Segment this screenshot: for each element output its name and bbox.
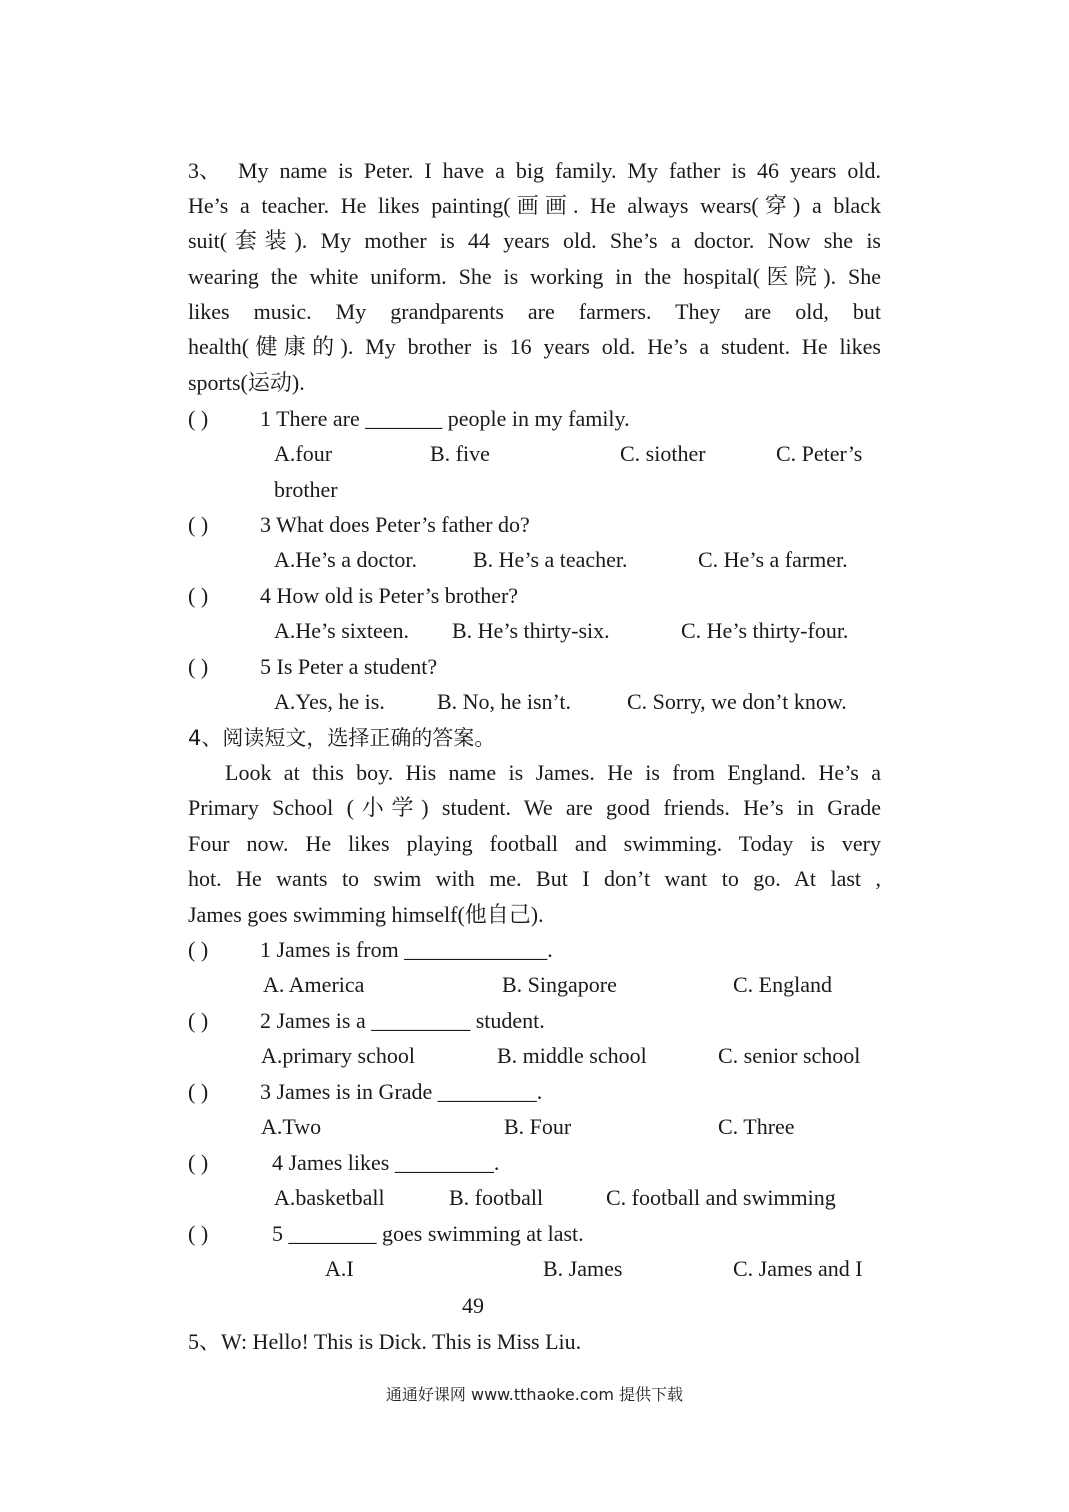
option-c[interactable]: C. He’s a farmer. (698, 547, 848, 572)
passage-line: He’s a teacher. He likes painting(画画. He always wears(穿) a black (188, 193, 881, 218)
question-text: 3 What does Peter’s father do? (260, 512, 530, 537)
passage-line: likes music. My grandparents are farmers. They are old, but (188, 299, 881, 324)
option-a[interactable]: A.I (325, 1256, 354, 1281)
passage-line: James goes swimming himself(他自己). (188, 902, 544, 927)
passage-line: hot. He wants to swim with me. But I don’t want to go. At last , (188, 866, 881, 891)
option-a[interactable]: A.basketball (274, 1185, 385, 1210)
option-b[interactable]: B. Four (504, 1114, 572, 1139)
question-text: 1 James is from _____________. (260, 937, 553, 962)
option-c[interactable]: C. Sorry, we don’t know. (627, 689, 847, 714)
option-b[interactable]: B. James (543, 1256, 623, 1281)
answer-blank[interactable]: ( ) (188, 1008, 209, 1033)
option-d[interactable]: C. Peter’s (776, 441, 863, 466)
question-text: 1 There are _______ people in my family. (260, 406, 630, 431)
page-number: 49 (462, 1293, 484, 1318)
passage-line: My name is Peter. I have a big family. My father is 46 years old. (238, 158, 881, 183)
option-a[interactable]: A.He’s sixteen. (274, 618, 410, 643)
option-b[interactable]: B. middle school (497, 1043, 647, 1068)
option-a[interactable]: A.Yes, he is. (274, 689, 385, 714)
question-text: 2 James is a _________ student. (260, 1008, 545, 1033)
question-text: 5 Is Peter a student? (260, 654, 438, 679)
question-text: 3 James is in Grade _________. (260, 1079, 543, 1104)
option-c[interactable]: C. siother (620, 441, 706, 466)
option-c[interactable]: C. senior school (718, 1043, 861, 1068)
option-b[interactable]: B. Singapore (502, 972, 617, 997)
option-a[interactable]: A.Two (261, 1114, 322, 1139)
answer-blank[interactable]: ( ) (188, 654, 209, 679)
option-b[interactable]: B. five (430, 441, 490, 466)
option-b[interactable]: B. He’s a teacher. (473, 547, 628, 572)
answer-blank[interactable]: ( ) (188, 1079, 209, 1104)
question-text: 4 James likes _________. (272, 1150, 500, 1175)
answer-blank[interactable]: ( ) (188, 512, 209, 537)
option-a[interactable]: A.primary school (261, 1043, 415, 1068)
option-a[interactable]: A.four (274, 441, 333, 466)
passage-line: sports(运动). (188, 370, 305, 395)
passage-line: health(健康的). My brother is 16 years old. He’s a student. He likes (188, 334, 881, 359)
section-4-heading: 4、阅读短文，选择正确的答案。 (188, 726, 496, 750)
question-text: 4 How old is Peter’s brother? (260, 583, 519, 608)
option-c[interactable]: C. Three (718, 1114, 795, 1139)
option-c[interactable]: C. England (733, 972, 832, 997)
section-3-number: 3、 (188, 158, 222, 183)
question-text: 5 ________ goes swimming at last. (272, 1221, 584, 1246)
section-5-line: 5、W: Hello! This is Dick. This is Miss Liu. (188, 1329, 582, 1354)
option-b[interactable]: B. He’s thirty-six. (452, 618, 610, 643)
option-c[interactable]: C. He’s thirty-four. (681, 618, 849, 643)
answer-blank[interactable]: ( ) (188, 937, 209, 962)
passage-line: suit(套装). My mother is 44 years old. She’s a doctor. Now she is (188, 228, 881, 253)
answer-blank[interactable]: ( ) (188, 1150, 209, 1175)
passage-line: Primary School (小学) student. We are good friends. He’s in Grade (188, 795, 881, 820)
option-b[interactable]: B. football (449, 1185, 544, 1210)
answer-blank[interactable]: ( ) (188, 583, 209, 608)
answer-blank[interactable]: ( ) (188, 406, 209, 431)
option-a[interactable]: A.He’s a doctor. (274, 547, 417, 572)
option-a[interactable]: A. America (263, 972, 365, 997)
footer-credit: 通通好课网 www.tthaoke.com 提供下载 (385, 1385, 684, 1404)
passage-line: wearing the white uniform. She is working in the hospital(医院). She (188, 264, 881, 289)
option-c[interactable]: C. James and I (733, 1256, 863, 1281)
passage-line: Four now. He likes playing football and swimming. Today is very (188, 831, 881, 856)
answer-blank[interactable]: ( ) (188, 1221, 209, 1246)
passage-line: Look at this boy. His name is James. He is from England. He’s a (225, 760, 881, 785)
option-b[interactable]: B. No, he isn’t. (437, 689, 572, 714)
option-c[interactable]: C. football and swimming (606, 1185, 836, 1210)
option-wrap: brother (274, 477, 338, 502)
